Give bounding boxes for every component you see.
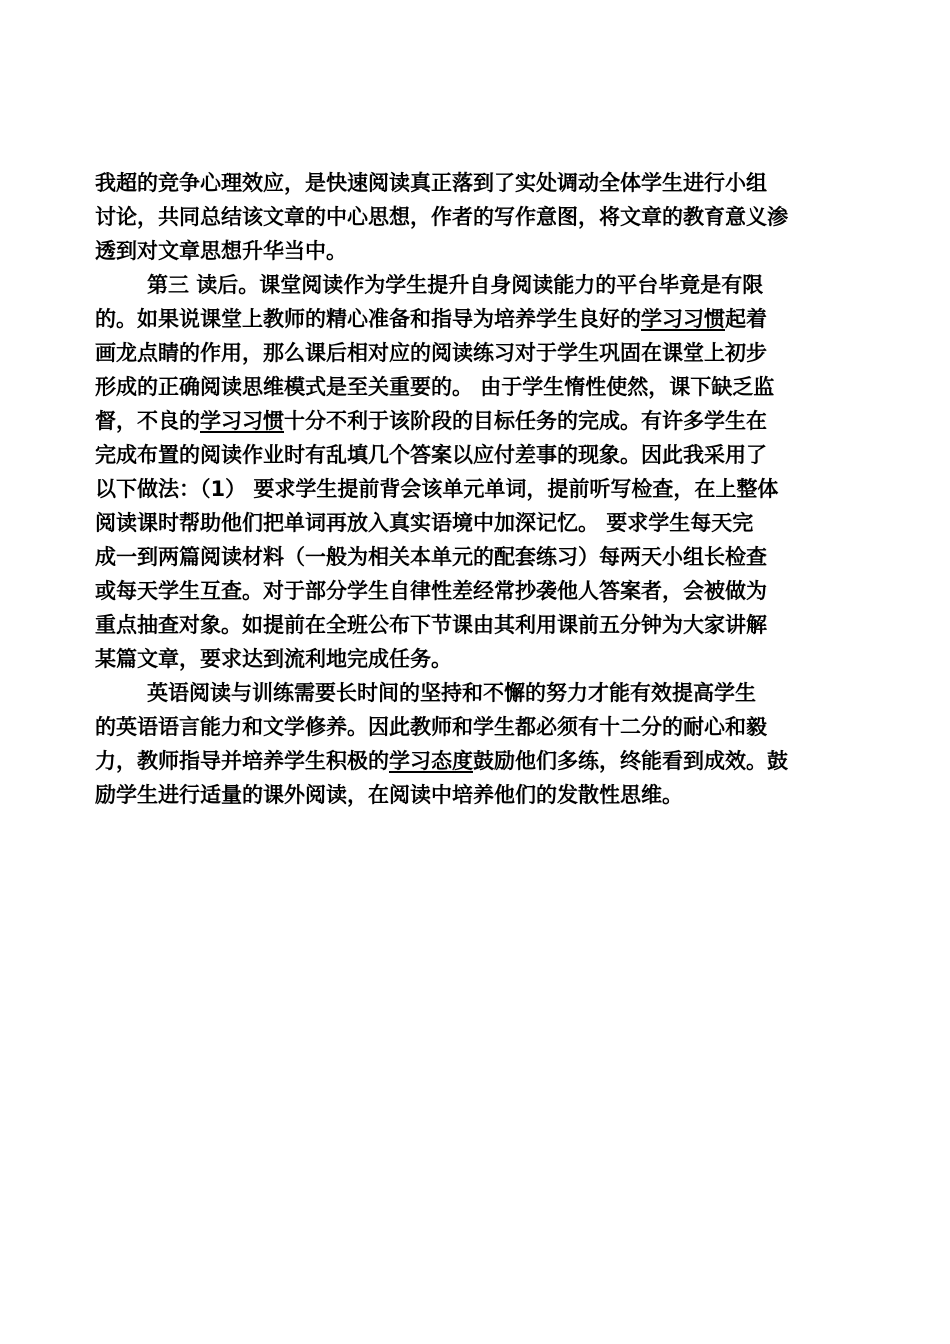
text-line: 完成布置的阅读作业时有乱填几个答案以应付差事的现象。因此我采用了	[95, 443, 767, 467]
paragraph-3	[95, 676, 915, 812]
text-line: 英语阅读与训练需要长时间的坚持和不懈的努力才能有效提高学生	[147, 681, 756, 705]
text-line: 督，不良的学习习惯十分不利于该阶段的目标任务的完成。有许多学生在	[95, 409, 767, 433]
paragraph-2	[95, 268, 915, 676]
text-line: 阅读课时帮助他们把单词再放入真实语境中加深记忆。 要求学生每天完	[95, 511, 754, 535]
text-line: 画龙点睛的作用，那么课后相对应的阅读练习对于学生巩固在课堂上初步	[95, 341, 767, 365]
text-line: 重点抽查对象。如提前在全班公布下节课由其利用课前五分钟为大家讲解	[95, 613, 767, 637]
text-line: 讨论，共同总结该文章的中心思想，作者的写作意图，将文章的教育意义渗	[95, 205, 788, 229]
text-line: 的。如果说课堂上教师的精心准备和指导为培养学生良好的学习习惯起着	[95, 307, 767, 331]
text-line: 形成的正确阅读思维模式是至关重要的。 由于学生惰性使然，课下缺乏监	[95, 375, 775, 399]
hyperlink-study-habit[interactable]: 学习习惯	[641, 307, 725, 331]
text-line: 的英语语言能力和文学修养。因此教师和学生都必须有十二分的耐心和毅	[95, 715, 767, 739]
text-line: 某篇文章，要求达到流利地完成任务。	[95, 647, 452, 671]
paragraph-1	[95, 166, 915, 268]
text-line: 透到对文章思想升华当中。	[95, 239, 347, 263]
text-line: 第三 读后。课堂阅读作为学生提升自身阅读能力的平台毕竟是有限	[147, 273, 764, 297]
text-line: 励学生进行适量的课外阅读，在阅读中培养他们的发散性思维。	[95, 783, 683, 807]
text-line: 或每天学生互查。对于部分学生自律性差经常抄袭他人答案者，会被做为	[95, 579, 767, 603]
text-line: 力，教师指导并培养学生积极的学习态度鼓励他们多练，终能看到成效。鼓	[95, 749, 788, 773]
hyperlink-study-attitude[interactable]: 学习态度	[389, 749, 473, 773]
hyperlink-study-habit[interactable]: 学习习惯	[200, 409, 284, 433]
document-body	[95, 166, 915, 812]
text-line: 我超的竞争心理效应，是快速阅读真正落到了实处调动全体学生进行小组	[95, 171, 767, 195]
text-line: 以下做法：（1） 要求学生提前背会该单元单词，提前听写检查，在上整体	[95, 477, 779, 501]
text-line: 成一到两篇阅读材料（一般为相关本单元的配套练习）每两天小组长检查	[95, 545, 767, 569]
